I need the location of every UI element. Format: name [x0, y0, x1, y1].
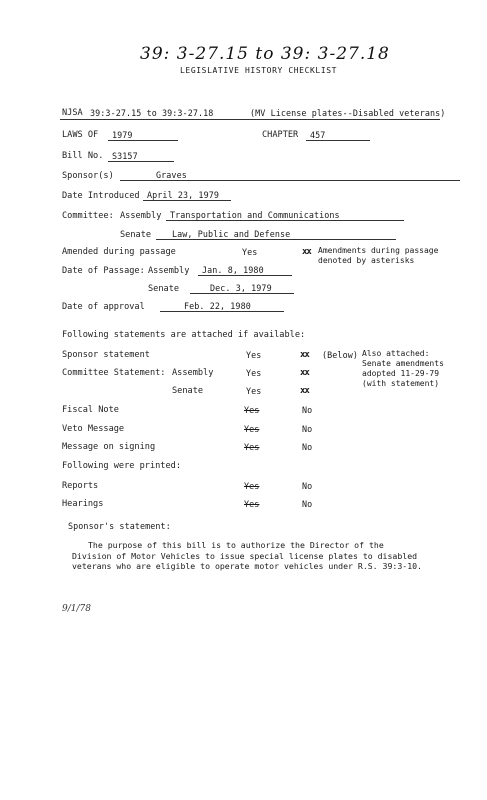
approval-label: Date of approval [62, 302, 145, 312]
row-hearings-yes: Yes [244, 499, 260, 509]
row-reports-label: Reports [62, 481, 99, 491]
committee-label: Committee: [62, 211, 114, 221]
njsa-underline [60, 119, 440, 120]
laws-of-label: LAWS OF [62, 130, 99, 140]
row-sponsor-statement-no: xx [300, 350, 309, 360]
row-veto-message-label: Veto Message [62, 424, 125, 434]
row-message-signing-no: No [302, 442, 313, 452]
njsa-note: (MV License plates--Disabled veterans) [250, 108, 446, 118]
row-hearings-no: No [302, 499, 313, 509]
committee-senate-label: Senate [120, 230, 152, 240]
row-fiscal-note-no: No [302, 405, 313, 415]
row-sponsor-statement-label: Sponsor statement [62, 350, 150, 360]
handwritten-statute-range: 39: 3-27.15 to 39: 3-27.18 [140, 44, 390, 64]
row-reports-yes: Yes [244, 481, 260, 491]
laws-of-value: 1979 [108, 130, 178, 141]
committee-assembly-value: Transportation and Communications [166, 210, 404, 221]
also-attached-line-2: adopted 11-29-79 [362, 369, 440, 378]
page-title: LEGISLATIVE HISTORY CHECKLIST [180, 66, 338, 75]
attached-heading: Following statements are attached if available: [62, 330, 306, 340]
njsa-label: NJSA [62, 108, 83, 118]
approval-value: Feb. 22, 1980 [160, 301, 284, 312]
committee-assembly-label: Assembly [120, 211, 162, 221]
printed-heading: Following were printed: [62, 461, 181, 471]
njsa-value: 39:3-27.15 to 39:3-27.18 [90, 108, 214, 118]
bill-no-value: S3157 [108, 151, 174, 162]
amended-note: Amendments during passage denoted by asterisks [318, 246, 439, 265]
row-message-signing-label: Message on signing [62, 442, 156, 452]
footer-initials: 9/1/78 [62, 604, 91, 614]
row-fiscal-note-yes: Yes [244, 405, 260, 415]
row-sponsor-statement-yes: Yes [246, 350, 262, 360]
sponsor-label: Sponsor(s) [62, 171, 114, 181]
amended-label: Amended during passage [62, 247, 176, 257]
passage-senate-label: Senate [148, 284, 180, 294]
row-committee-senate-sub: Senate [172, 386, 204, 396]
row-message-signing-yes: Yes [244, 442, 260, 452]
passage-assembly-value: Jan. 8, 1980 [198, 265, 292, 276]
statement-text: The purpose of this bill is to authorize the Director of the Division of Motor Vehicles to issue special license plates to disabled veterans who are eligible to operate motor vehicles under R.S. 39:3-10. [72, 540, 422, 571]
row-sponsor-statement-extra: (Below) [322, 350, 358, 360]
passage-label: Date of Passage: [62, 266, 145, 276]
amended-mark: xx [302, 247, 311, 257]
also-attached-line-3: (with statement) [362, 379, 440, 388]
sponsor-value: Graves [120, 170, 460, 181]
also-attached-title: Also attached: [362, 349, 430, 358]
date-introduced-value: April 23, 1979 [143, 190, 231, 201]
date-introduced-label: Date Introduced [62, 191, 140, 201]
row-committee-senate-no: xx [300, 386, 309, 396]
row-veto-message-yes: Yes [244, 424, 260, 434]
row-reports-no: No [302, 481, 313, 491]
chapter-label: CHAPTER [262, 130, 299, 140]
row-committee-assembly-yes: Yes [246, 368, 262, 378]
committee-senate-value: Law, Public and Defense [156, 229, 396, 240]
row-hearings-label: Hearings [62, 499, 104, 509]
passage-senate-value: Dec. 3, 1979 [190, 283, 294, 294]
row-committee-statement-label: Committee Statement: [62, 368, 166, 378]
bill-no-label: Bill No. [62, 151, 104, 161]
row-committee-assembly-sub: Assembly [172, 368, 214, 378]
passage-assembly-label: Assembly [148, 266, 190, 276]
statement-heading: Sponsor's statement: [68, 521, 171, 531]
amended-value: Yes [242, 247, 258, 257]
also-attached-line-1: Senate amendments [362, 359, 444, 368]
chapter-value: 457 [306, 130, 370, 141]
row-committee-senate-yes: Yes [246, 386, 262, 396]
row-fiscal-note-label: Fiscal Note [62, 405, 119, 415]
row-committee-assembly-no: xx [300, 368, 309, 378]
row-veto-message-no: No [302, 424, 313, 434]
